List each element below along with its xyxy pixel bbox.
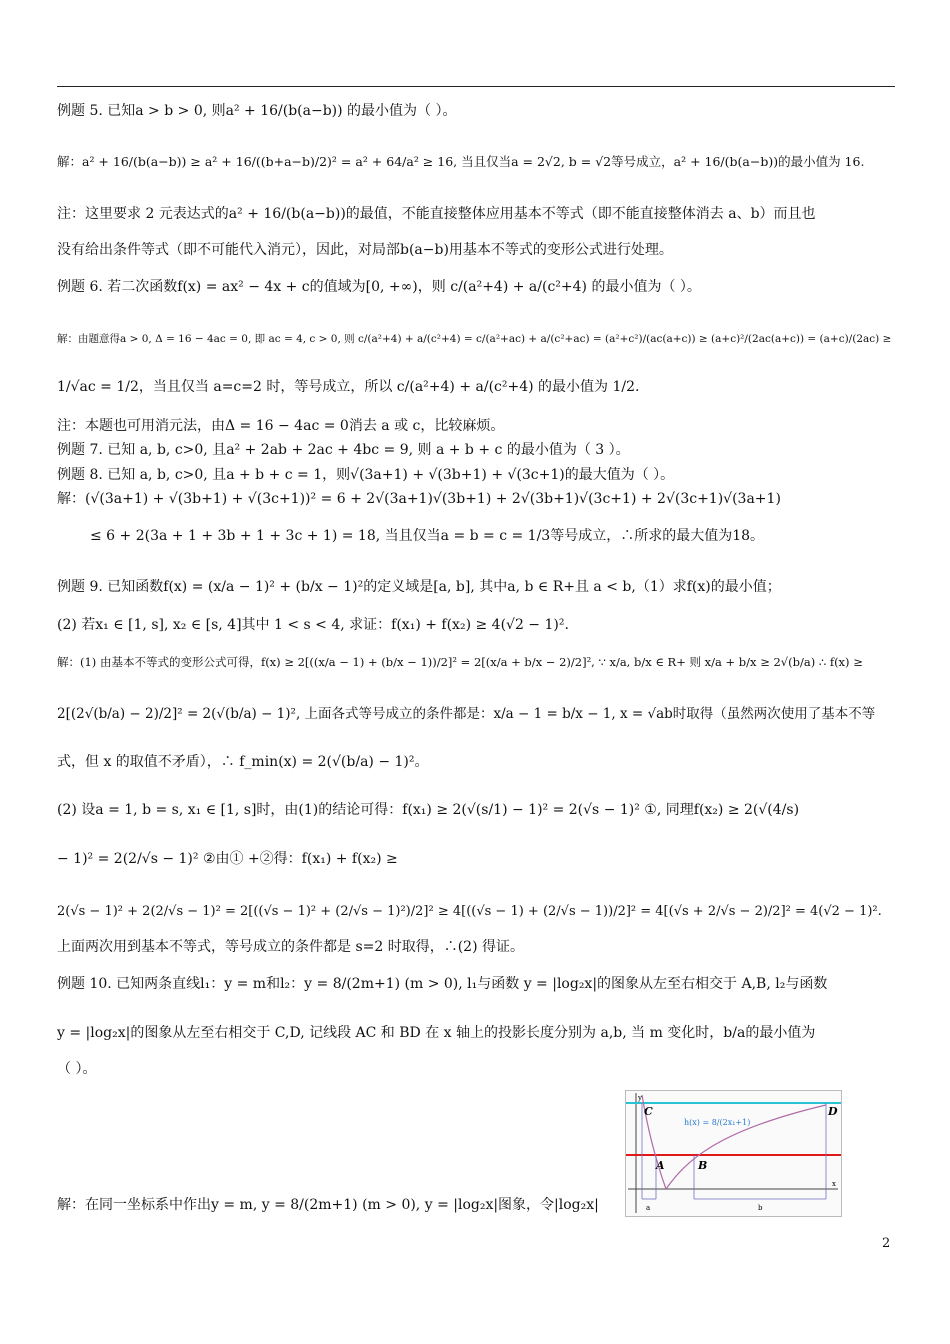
text-line-l17: 式，但 x 的取值不矛盾），∴ f_min(x) = 2(√(b/a) − 1)²。 xyxy=(57,754,429,770)
text-line-l15: 解：(1) 由基本不等式的变形公式可得，f(x) ≥ 2[((x/a − 1) + (b/x − 1))/2]² = 2[(x/a + b/x − 2)/2]², ∵ x/a, b/x ∈ R+ 则 x/a + b/x ≥ 2√(b/a) ∴ f(x) ≥ xyxy=(57,655,863,669)
text-line-l18: (2) 设a = 1, b = s, x₁ ∈ [1, s]时，由(1)的结论可得：f(x₁) ≥ 2(√(s/1) − 1)² = 2(√s − 1)² ①, 同理f(x₂) ≥ 2(√(4/s) xyxy=(57,802,800,818)
text-line-l16: 2[(2√(b/a) − 2)/2]² = 2(√(b/a) − 1)², 上面各式等号成立的条件都是：x/a − 1 = b/x − 1, x = √ab时取得（虽然两次使用了基本不等 xyxy=(57,706,876,722)
text-line-l21: 上面两次用到基本不等式，等号成立的条件都是 s=2 时取得，∴(2) 得证。 xyxy=(57,939,525,955)
log-graph-svg xyxy=(626,1091,841,1216)
formula-label: h(x) = 8/(2x₁+1) xyxy=(684,1118,751,1127)
page-number: 2 xyxy=(882,1236,891,1251)
log-curve xyxy=(642,1095,826,1189)
text-line-l2: 解：a² + 16/(b(a−b)) ≥ a² + 16/((b+a−b)/2)² = a² + 64/a² ≥ 16, 当且仅当a = 2√2, b = √2等号成立，a² + 16/(b(a−b))的最小值为 16. xyxy=(57,154,865,169)
label-x: x xyxy=(832,1180,836,1188)
label-proj-b: b xyxy=(758,1204,763,1212)
label-proj-a: a xyxy=(646,1204,651,1212)
text-line-l5: 例题 6. 若二次函数f(x) = ax² − 4x + c的值域为[0, +∞)，则 c/(a²+4) + a/(c²+4) 的最小值为（ ）。 xyxy=(57,279,701,295)
text-line-l22: 例题 10. 已知两条直线l₁：y = m和l₂：y = 8/(2m+1) (m > 0), l₁与函数 y = |log₂x|的图象从左至右相交于 A,B, l₂与函数 xyxy=(57,976,828,992)
label-a: A xyxy=(656,1159,665,1172)
text-line-l13: 例题 9. 已知函数f(x) = (x/a − 1)² + (b/x − 1)²的定义域是[a, b], 其中a, b ∈ R+且 a < b,（1）求f(x)的最小值； xyxy=(57,579,781,595)
text-line-l24: （ ）。 xyxy=(57,1061,97,1077)
text-line-l20: 2(√s − 1)² + 2(2/√s − 1)² = 2[((√s − 1)² + (2/√s − 1)²)/2]² ≥ 4[((√s − 1) + (2/√s − 1))/2]² = 4[(√s + 2/√s − 2)/2]² = 4(√2 − 1)². xyxy=(57,904,882,919)
text-line-l4: 没有给出条件等式（即不可能代入消元），因此，对局部b(a−b)用基本不等式的变形公式进行处理。 xyxy=(57,242,673,258)
text-line-l7: 1/√ac = 1/2，当且仅当 a=c=2 时，等号成立，所以 c/(a²+4) + a/(c²+4) 的最小值为 1/2. xyxy=(57,379,640,395)
label-c: C xyxy=(644,1105,653,1118)
text-line-l23: y = |log₂x|的图象从左至右相交于 C,D, 记线段 AC 和 BD 在 x 轴上的投影长度分别为 a,b, 当 m 变化时，b/a的最小值为 xyxy=(57,1025,816,1041)
label-b: B xyxy=(698,1159,708,1172)
label-d: D xyxy=(828,1105,838,1118)
text-line-l3: 注：这里要求 2 元表达式的a² + 16/(b(a−b))的最值，不能直接整体应用基本不等式（即不能直接整体消去 a、b）而且也 xyxy=(57,206,816,222)
header-rule xyxy=(57,86,895,87)
text-line-l14: (2) 若x₁ ∈ [1, s], x₂ ∈ [s, 4]其中 1 < s < 4, 求证：f(x₁) + f(x₂) ≥ 4(√2 − 1)². xyxy=(57,617,569,633)
text-line-l19: − 1)² = 2(2/√s − 1)² ②由① +②得：f(x₁) + f(x₂) ≥ xyxy=(57,851,398,867)
text-line-l6: 解：由题意得a > 0, Δ = 16 − 4ac = 0, 即 ac = 4, c > 0, 则 c/(a²+4) + a/(c²+4) = c/(a²+ac) + a/(c²+ac) = (a²+c²)/(ac(a+c)) ≥ (a+c)²/(2ac(a+c)) = (a+c)/(2ac) ≥ xyxy=(57,333,892,345)
text-line-l8: 注：本题也可用消元法，由Δ = 16 − 4ac = 0消去 a 或 c，比较麻烦。 xyxy=(57,418,505,434)
label-y: y xyxy=(638,1094,642,1102)
text-line-l10: 例题 8. 已知 a, b, c>0, 且a + b + c = 1，则√(3a+1) + √(3b+1) + √(3c+1)的最大值为（ ）。 xyxy=(57,467,675,483)
text-line-l9: 例题 7. 已知 a, b, c>0, 且a² + 2ab + 2ac + 4bc = 9, 则 a + b + c 的最小值为（ 3 ）。 xyxy=(57,442,630,458)
text-line-l25: 解：在同一坐标系中作出y = m, y = 8/(2m+1) (m > 0), y = |log₂x|图象，令|log₂x| xyxy=(57,1197,599,1213)
text-line-l11: 解：(√(3a+1) + √(3b+1) + √(3c+1))² = 6 + 2√(3a+1)√(3b+1) + 2√(3b+1)√(3c+1) + 2√(3c+1)√(3a+1) xyxy=(57,491,781,507)
text-line-l1: 例题 5. 已知a > b > 0, 则a² + 16/(b(a−b)) 的最小值为（ ）。 xyxy=(57,103,457,119)
log-graph-figure xyxy=(625,1090,842,1217)
text-line-l12: ≤ 6 + 2(3a + 1 + 3b + 1 + 3c + 1) = 18, 当且仅当a = b = c = 1/3等号成立，∴所求的最大值为18。 xyxy=(90,528,765,544)
